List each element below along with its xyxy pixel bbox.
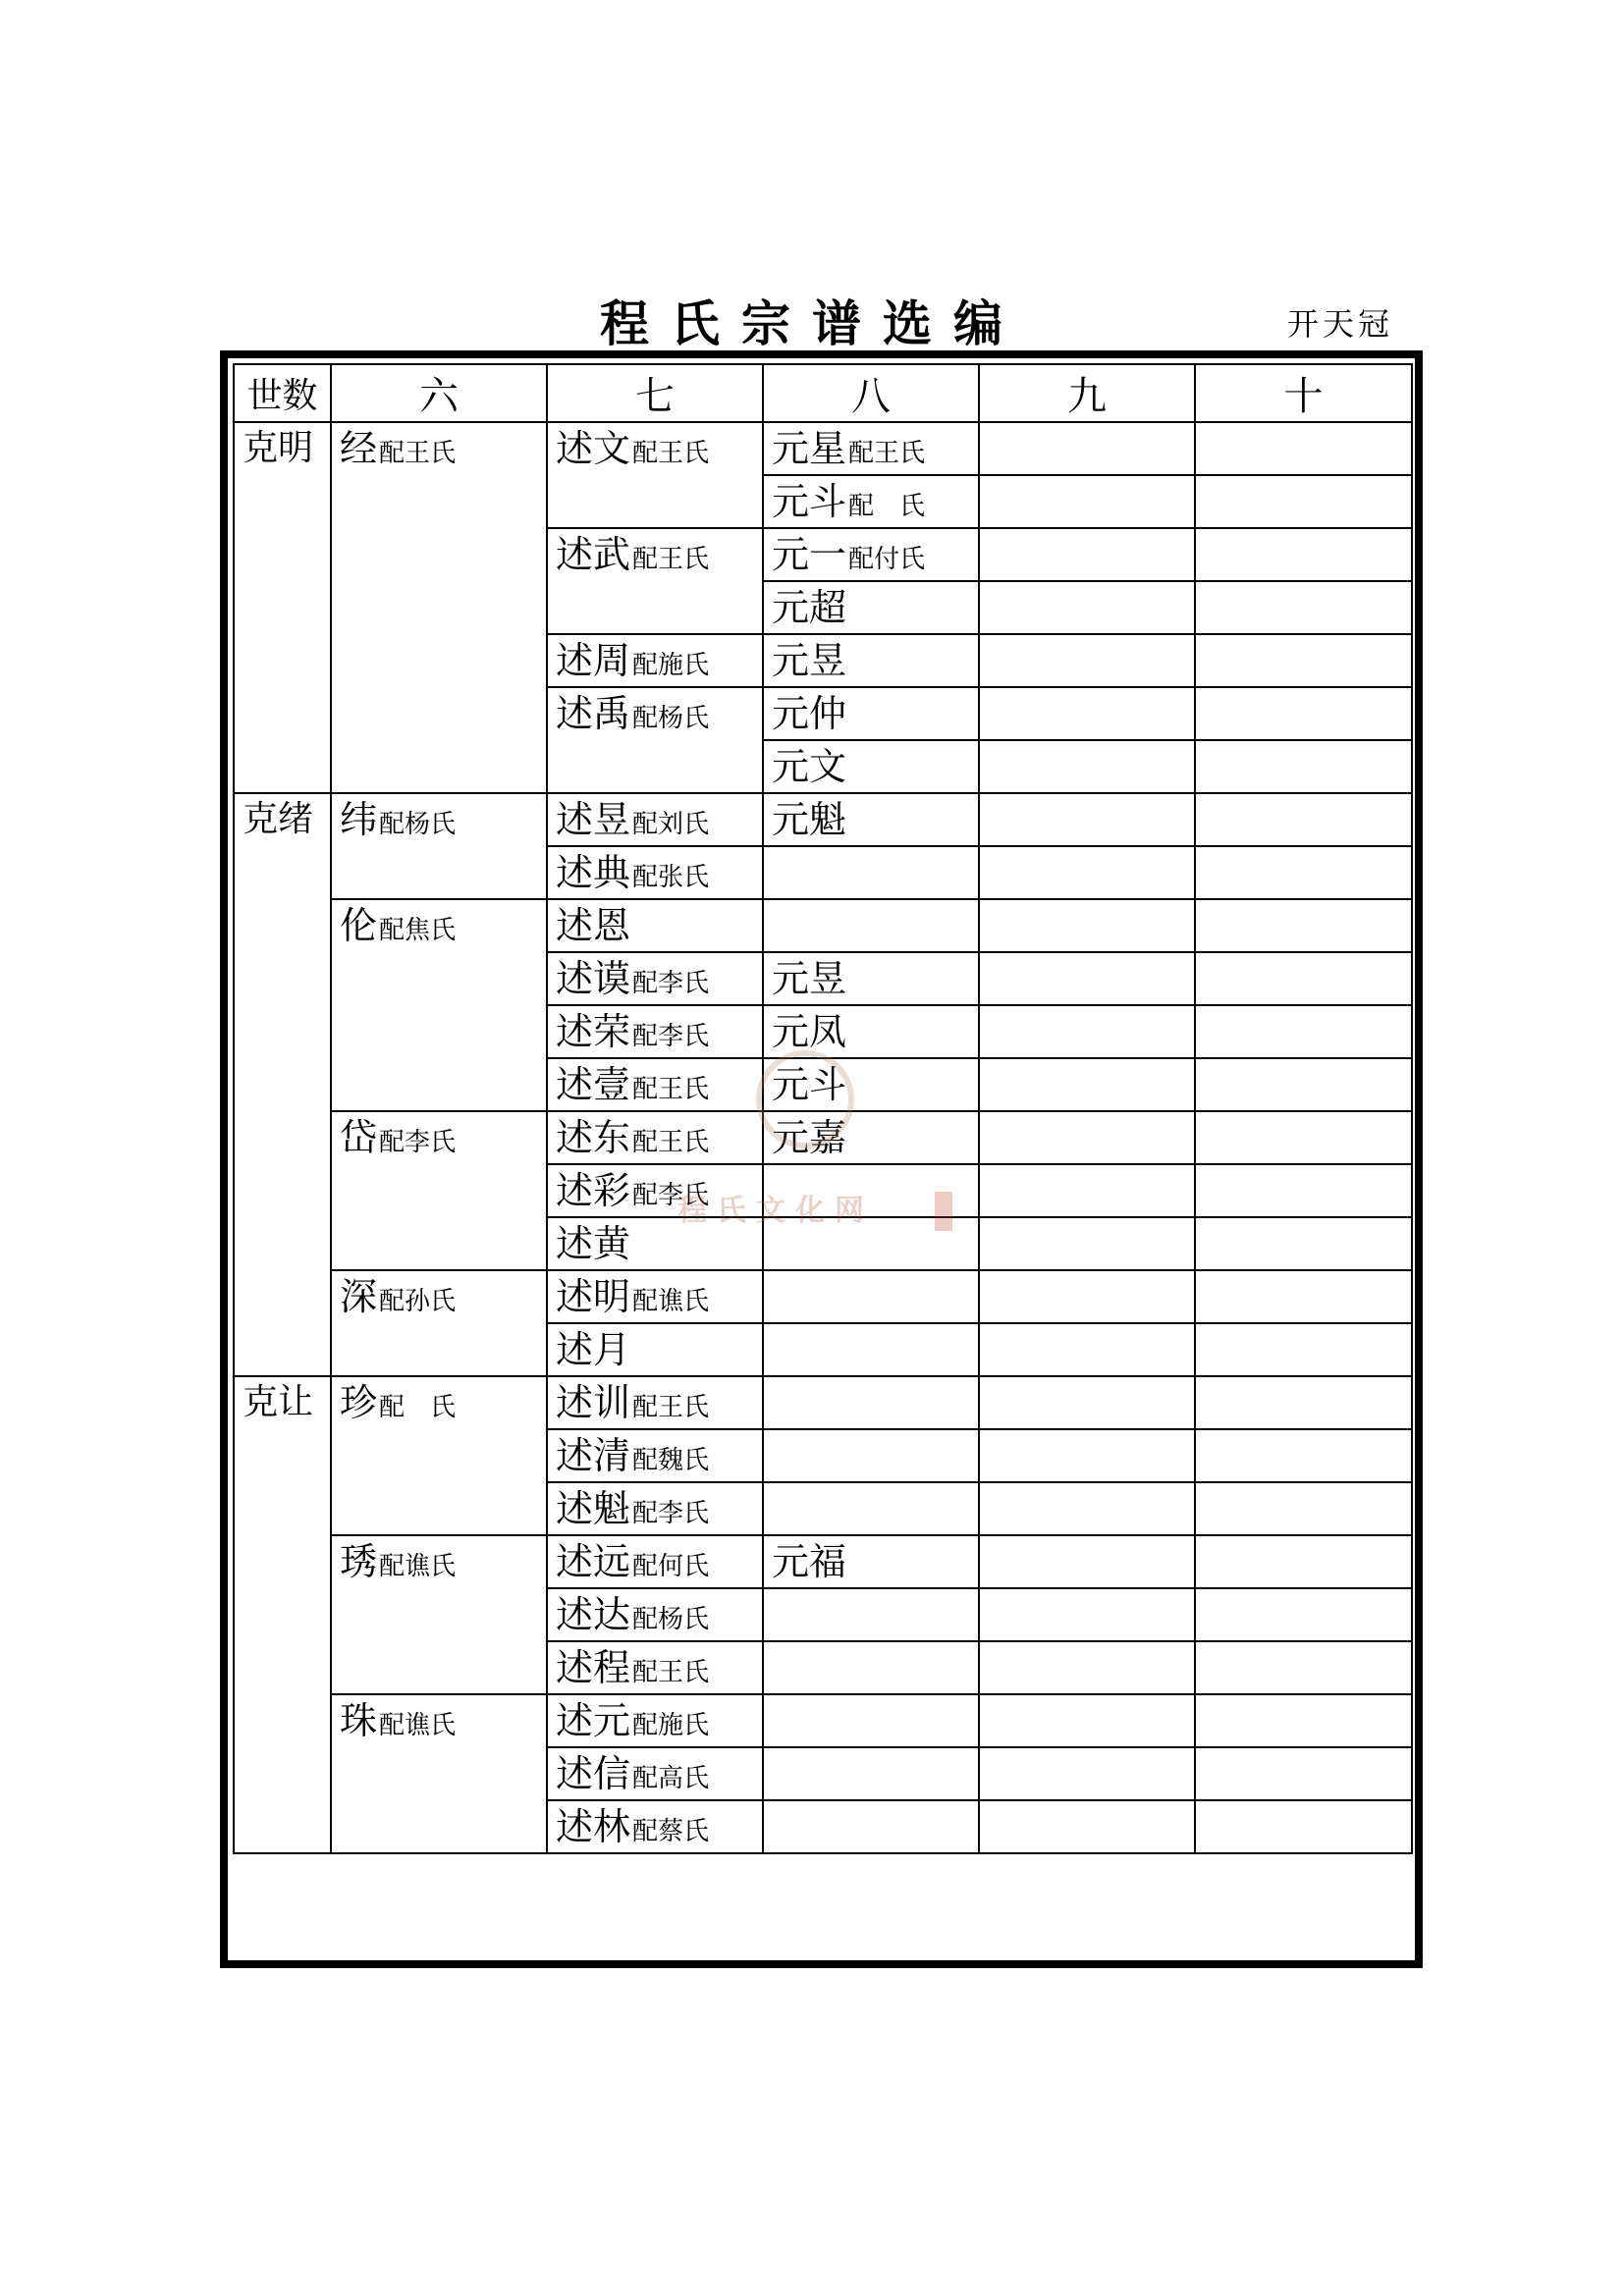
gen6-cell [331, 422, 547, 793]
gen9-cell [979, 528, 1195, 581]
spouse-note: 配李氏 [632, 1499, 710, 1528]
gen10-cell [1195, 899, 1412, 952]
gen8-cell [763, 899, 979, 952]
person-name: 述谟 [556, 957, 631, 1000]
gen7-cell [547, 1694, 763, 1747]
spouse-note: 配王氏 [632, 1393, 710, 1422]
gen8-cell [763, 1747, 979, 1800]
spouse-note: 配焦氏 [379, 916, 457, 945]
person-name: 元嘉 [772, 1116, 847, 1159]
spouse-note: 配王氏 [379, 439, 457, 468]
person-name: 元超 [772, 586, 847, 629]
gen9-cell [979, 1694, 1195, 1747]
gen6-cell [331, 899, 547, 1111]
gen10-cell [1195, 1747, 1412, 1800]
person-name: 珍 [340, 1381, 378, 1424]
person-name: 述东 [556, 1116, 631, 1159]
gen10-cell [1195, 740, 1412, 793]
spouse-note: 配王氏 [848, 439, 926, 468]
gen8-cell [763, 528, 979, 581]
person-name: 元斗 [772, 480, 847, 523]
spouse-note: 配施氏 [632, 651, 710, 680]
watermark [677, 1050, 952, 1247]
person-name: 元文 [772, 745, 847, 788]
person-name: 元福 [772, 1540, 847, 1583]
spouse-note: 配李氏 [632, 1181, 710, 1210]
gen8-cell [763, 1800, 979, 1853]
gen9-cell [979, 1376, 1195, 1429]
gen10-cell [1195, 475, 1412, 528]
gen9-cell [979, 1005, 1195, 1058]
person-name: 述训 [556, 1381, 631, 1424]
spouse-note: 配张氏 [632, 863, 710, 892]
person-name: 元凤 [772, 1010, 847, 1053]
gen10-cell [1195, 1323, 1412, 1376]
gen10-cell [1195, 952, 1412, 1005]
gen9-cell [979, 1111, 1195, 1164]
person-name: 述月 [556, 1328, 631, 1371]
gen7-cell [547, 846, 763, 899]
header-gen-7: 七 [547, 364, 763, 422]
gen8-cell [763, 952, 979, 1005]
gen8-cell [763, 1429, 979, 1482]
watermark-seal [756, 1050, 854, 1148]
person-name: 述典 [556, 851, 631, 894]
spouse-note: 配王氏 [632, 1128, 710, 1157]
gen8-cell [763, 1376, 979, 1429]
spouse-note: 配施氏 [632, 1711, 710, 1740]
gen8-cell [763, 1535, 979, 1588]
person-name: 述信 [556, 1752, 631, 1795]
lineage-cell: 克绪 [234, 793, 331, 1376]
branch-label: 开天冠 [1286, 305, 1393, 343]
gen9-cell [979, 1535, 1195, 1588]
person-name: 伦 [340, 904, 378, 947]
person-name: 元星 [772, 427, 847, 470]
spouse-note: 配王氏 [632, 545, 710, 574]
gen9-cell [979, 1217, 1195, 1270]
person-name: 述彩 [556, 1169, 631, 1212]
header-gen-8: 八 [763, 364, 979, 422]
person-name: 元昱 [772, 639, 847, 682]
person-name: 元魁 [772, 798, 847, 841]
table-row [234, 793, 1412, 846]
gen10-cell [1195, 1482, 1412, 1535]
person-name: 述明 [556, 1275, 631, 1318]
gen7-cell [547, 634, 763, 687]
gen7-cell [547, 422, 763, 528]
gen7-cell [547, 1641, 763, 1694]
watermark-stamp [935, 1192, 952, 1231]
gen10-cell [1195, 1111, 1412, 1164]
header-gen-9: 九 [979, 364, 1195, 422]
gen8-cell [763, 581, 979, 634]
gen9-cell [979, 793, 1195, 846]
gen7-cell [547, 793, 763, 846]
gen8-cell [763, 1323, 979, 1376]
spouse-note: 配刘氏 [632, 810, 710, 839]
person-name: 述林 [556, 1805, 631, 1848]
gen10-cell [1195, 1376, 1412, 1429]
gen7-cell [547, 952, 763, 1005]
gen10-cell [1195, 846, 1412, 899]
gen7-cell [547, 528, 763, 634]
gen9-cell [979, 1747, 1195, 1800]
gen9-cell [979, 1800, 1195, 1853]
spouse-note: 配魏氏 [632, 1446, 710, 1475]
header-gen-10: 十 [1195, 364, 1412, 422]
person-name: 述恩 [556, 904, 631, 947]
gen9-cell [979, 1429, 1195, 1482]
spouse-note: 配 氏 [379, 1393, 457, 1422]
spouse-note: 配谯氏 [632, 1287, 710, 1316]
person-name: 元斗 [772, 1063, 847, 1106]
header-row [234, 364, 1412, 422]
gen7-cell [547, 1429, 763, 1482]
gen10-cell [1195, 1005, 1412, 1058]
spouse-note: 配杨氏 [379, 810, 457, 839]
gen10-cell [1195, 528, 1412, 581]
spouse-note: 配王氏 [632, 439, 710, 468]
gen9-cell [979, 1588, 1195, 1641]
spouse-note: 配谯氏 [379, 1711, 457, 1740]
gen9-cell [979, 581, 1195, 634]
gen9-cell [979, 899, 1195, 952]
gen6-cell [331, 1270, 547, 1376]
gen10-cell [1195, 687, 1412, 740]
gen9-cell [979, 1164, 1195, 1217]
lineage-cell: 克让 [234, 1376, 331, 1853]
spouse-note: 配李氏 [632, 1022, 710, 1051]
gen7-cell [547, 899, 763, 952]
gen9-cell [979, 740, 1195, 793]
spouse-note: 配 氏 [848, 492, 926, 521]
gen6-cell [331, 1694, 547, 1853]
gen10-cell [1195, 1535, 1412, 1588]
person-name: 述达 [556, 1593, 631, 1636]
person-name: 述禹 [556, 692, 631, 735]
person-name: 深 [340, 1275, 378, 1318]
person-name: 述清 [556, 1434, 631, 1477]
gen9-cell [979, 1323, 1195, 1376]
gen9-cell [979, 846, 1195, 899]
gen10-cell [1195, 634, 1412, 687]
gen6-cell [331, 1376, 547, 1535]
table-row [234, 1270, 1412, 1323]
gen7-cell [547, 1747, 763, 1800]
gen6-cell [331, 1535, 547, 1694]
gen10-cell [1195, 1270, 1412, 1323]
gen9-cell [979, 475, 1195, 528]
person-name: 经 [340, 427, 378, 470]
spouse-note: 配付氏 [848, 545, 926, 574]
person-name: 述壹 [556, 1063, 631, 1106]
gen8-cell [763, 793, 979, 846]
person-name: 述程 [556, 1646, 631, 1689]
gen10-cell [1195, 1429, 1412, 1482]
person-name: 述周 [556, 639, 631, 682]
person-name: 述武 [556, 533, 631, 576]
gen7-cell [547, 1535, 763, 1588]
gen10-cell [1195, 1164, 1412, 1217]
gen6-cell [331, 793, 547, 899]
spouse-note: 配杨氏 [632, 1605, 710, 1634]
spouse-note: 配王氏 [632, 1658, 710, 1687]
gen9-cell [979, 1641, 1195, 1694]
gen9-cell [979, 422, 1195, 475]
gen8-cell [763, 634, 979, 687]
lineage-cell: 克明 [234, 422, 331, 793]
gen10-cell [1195, 1058, 1412, 1111]
gen10-cell [1195, 581, 1412, 634]
gen10-cell [1195, 422, 1412, 475]
person-name: 元一 [772, 533, 847, 576]
gen10-cell [1195, 1588, 1412, 1641]
gen8-cell [763, 1588, 979, 1641]
gen10-cell [1195, 1217, 1412, 1270]
spouse-note: 配李氏 [632, 969, 710, 998]
gen10-cell [1195, 793, 1412, 846]
person-name: 琇 [340, 1540, 378, 1583]
gen9-cell [979, 687, 1195, 740]
spouse-note: 配谯氏 [379, 1552, 457, 1581]
gen7-cell [547, 1482, 763, 1535]
spouse-note: 配李氏 [379, 1128, 457, 1157]
gen9-cell [979, 952, 1195, 1005]
gen7-cell [547, 1323, 763, 1376]
person-name: 述黄 [556, 1222, 631, 1265]
table-row [234, 899, 1412, 952]
watermark-text: 程氏文化网 [677, 1194, 874, 1228]
person-name: 岱 [340, 1116, 378, 1159]
spouse-note: 配高氏 [632, 1764, 710, 1793]
gen7-cell [547, 1376, 763, 1429]
gen8-cell [763, 740, 979, 793]
table-row [234, 1376, 1412, 1429]
gen7-cell [547, 1800, 763, 1853]
gen8-cell [763, 1641, 979, 1694]
gen8-cell [763, 846, 979, 899]
gen8-cell [763, 1482, 979, 1535]
person-name: 元昱 [772, 957, 847, 1000]
spouse-note: 配蔡氏 [632, 1817, 710, 1846]
gen9-cell [979, 634, 1195, 687]
gen8-cell [763, 1270, 979, 1323]
person-name: 述昱 [556, 798, 631, 841]
gen8-cell [763, 475, 979, 528]
person-name: 述元 [556, 1699, 631, 1742]
gen8-cell [763, 687, 979, 740]
page-title: 程氏宗谱选编 [600, 294, 1024, 352]
spouse-note: 配王氏 [632, 1075, 710, 1104]
person-name: 述荣 [556, 1010, 631, 1053]
header-generation: 世数 [234, 364, 331, 422]
person-name: 珠 [340, 1699, 378, 1742]
gen10-cell [1195, 1800, 1412, 1853]
gen8-cell [763, 422, 979, 475]
person-name: 述远 [556, 1540, 631, 1583]
person-name: 述文 [556, 427, 631, 470]
gen8-cell [763, 1694, 979, 1747]
table-row [234, 1694, 1412, 1747]
gen9-cell [979, 1270, 1195, 1323]
person-name: 纬 [340, 798, 378, 841]
spouse-note: 配何氏 [632, 1552, 710, 1581]
spouse-note: 配孙氏 [379, 1287, 457, 1316]
gen9-cell [979, 1058, 1195, 1111]
gen6-cell [331, 1111, 547, 1270]
gen9-cell [979, 1482, 1195, 1535]
gen10-cell [1195, 1641, 1412, 1694]
spouse-note: 配杨氏 [632, 704, 710, 733]
header-gen-6: 六 [331, 364, 547, 422]
person-name: 述魁 [556, 1487, 631, 1530]
gen7-cell [547, 1588, 763, 1641]
gen7-cell [547, 687, 763, 793]
gen10-cell [1195, 1694, 1412, 1747]
gen7-cell [547, 1270, 763, 1323]
person-name: 元仲 [772, 692, 847, 735]
table-row [234, 1535, 1412, 1588]
table-row [234, 422, 1412, 475]
